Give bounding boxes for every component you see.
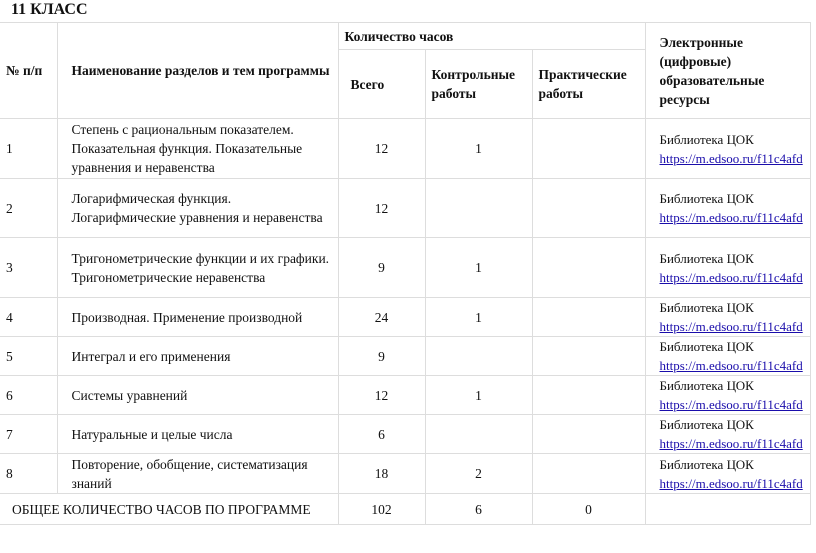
resource-link[interactable]: https://m.edsoo.ru/f11c4afd (659, 397, 803, 412)
row-total: 18 (338, 454, 425, 494)
row-name: Системы уравнений (57, 376, 338, 415)
row-name: Натуральные и целые числа (57, 415, 338, 454)
row-control: 1 (425, 119, 532, 179)
row-resource-label: Библиотека ЦОК (659, 456, 754, 472)
row-practical (532, 179, 645, 238)
table-row (0, 454, 810, 494)
row-resource-label: Библиотека ЦОК (659, 417, 754, 432)
totals-control: 6 (425, 494, 532, 525)
row-practical (532, 376, 645, 415)
row-total: 24 (338, 298, 425, 337)
header-practical: Практические работы (532, 50, 645, 119)
row-name: Производная. Применение производной (57, 298, 338, 337)
totals-label: ОБЩЕЕ КОЛИЧЕСТВО ЧАСОВ ПО ПРОГРАММЕ (0, 494, 338, 525)
row-resource-label: Библиотека ЦОК (659, 191, 754, 206)
row-total: 12 (338, 179, 425, 238)
row-num: 7 (0, 415, 57, 454)
row-name: Логарифмическая функция. Логарифмические уравнения и неравенства (57, 179, 338, 238)
resource-link[interactable]: https://m.edsoo.ru/f11c4afd (659, 475, 803, 491)
row-resource-label: Библиотека ЦОК (659, 131, 754, 147)
row-resource-label: Библиотека ЦОК (659, 300, 754, 315)
table-row (0, 415, 810, 454)
table-row (0, 376, 810, 415)
row-control: 2 (425, 454, 532, 494)
totals-total: 102 (338, 494, 425, 525)
row-practical (532, 337, 645, 376)
row-practical (532, 119, 645, 179)
row-name: Тригонометрические функции и их графики. Тригонометрические неравенства (57, 238, 338, 298)
page-title: 11 КЛАСС (11, 1, 88, 18)
row-num: 4 (0, 298, 57, 337)
table-row (0, 298, 810, 337)
table-row (0, 119, 810, 179)
row-control (425, 415, 532, 454)
row-practical (532, 298, 645, 337)
resource-link[interactable]: https://m.edsoo.ru/f11c4afd (659, 436, 803, 451)
totals-resources (645, 494, 810, 525)
resource-link[interactable]: https://m.edsoo.ru/f11c4afd (659, 150, 803, 166)
row-control (425, 337, 532, 376)
row-num: 6 (0, 376, 57, 415)
row-num: 2 (0, 179, 57, 238)
resource-link[interactable]: https://m.edsoo.ru/f11c4afd (659, 210, 803, 225)
row-total: 12 (338, 376, 425, 415)
header-hours: Количество часов (338, 23, 645, 50)
curriculum-table (0, 22, 811, 525)
header-num: № п/п (0, 23, 57, 119)
table-row (0, 337, 810, 376)
row-total: 6 (338, 415, 425, 454)
row-name: Интеграл и его применения (57, 337, 338, 376)
row-control: 1 (425, 298, 532, 337)
row-resource-label: Библиотека ЦОК (659, 378, 754, 393)
row-resource-label: Библиотека ЦОК (659, 339, 754, 354)
resource-link[interactable]: https://m.edsoo.ru/f11c4afd (659, 358, 803, 373)
header-resources: Электронные (цифровые) образовательные ресурсы (645, 23, 810, 119)
row-practical (532, 238, 645, 298)
row-num: 3 (0, 238, 57, 298)
header-name: Наименование разделов и тем программы (57, 23, 338, 119)
row-name: Повторение, обобщение, систематизация знаний (57, 454, 338, 494)
row-control: 1 (425, 238, 532, 298)
header-total: Всего (338, 50, 425, 119)
row-num: 5 (0, 337, 57, 376)
row-num: 1 (0, 119, 57, 179)
totals-practical: 0 (532, 494, 645, 525)
row-resource-label: Библиотека ЦОК (659, 250, 754, 266)
resource-link[interactable]: https://m.edsoo.ru/f11c4afd (659, 319, 803, 334)
row-control: 1 (425, 376, 532, 415)
row-total: 12 (338, 119, 425, 179)
row-name: Степень с рациональным показателем. Показательная функция. Показательные уравнения и неравенства (57, 119, 338, 179)
row-num: 8 (0, 454, 57, 494)
row-total: 9 (338, 337, 425, 376)
row-total: 9 (338, 238, 425, 298)
table-row (0, 179, 810, 238)
table-row (0, 238, 810, 298)
totals-row (0, 494, 810, 525)
header-control: Контрольные работы (425, 50, 532, 119)
resource-link[interactable]: https://m.edsoo.ru/f11c4afd (659, 269, 803, 285)
row-practical (532, 415, 645, 454)
row-control (425, 179, 532, 238)
row-practical (532, 454, 645, 494)
